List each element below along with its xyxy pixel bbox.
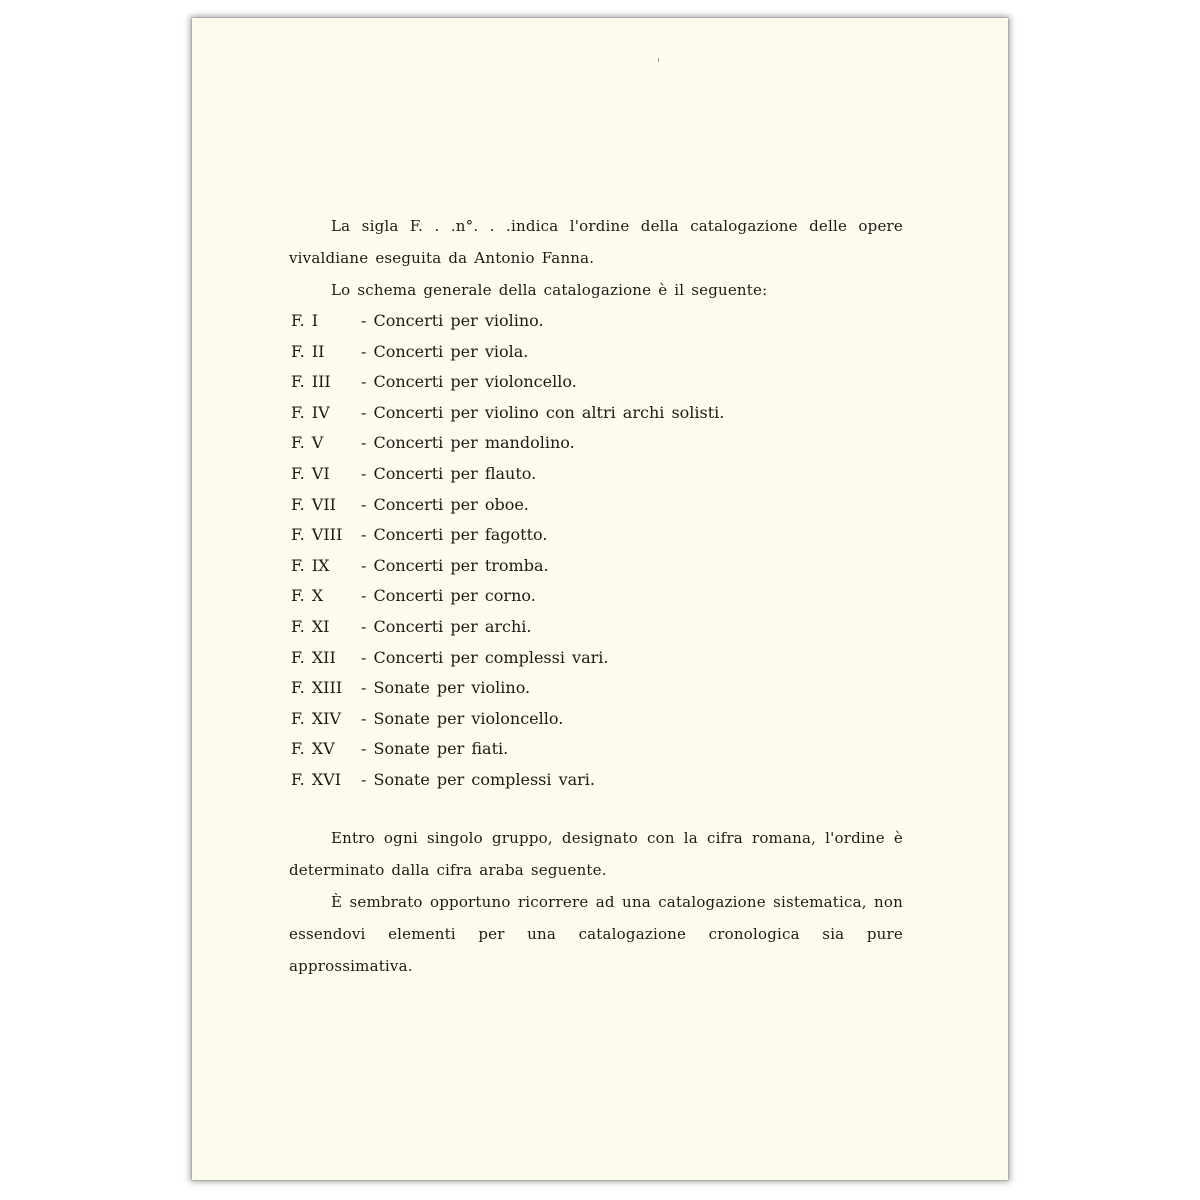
group-order-paragraph <box>289 822 903 886</box>
catalog-desc: - Sonate per violoncello. <box>361 708 564 728</box>
catalog-item <box>291 306 851 337</box>
catalog-item <box>291 490 851 521</box>
intro-paragraph <box>289 210 903 274</box>
schema-paragraph <box>289 274 903 306</box>
catalog-item <box>291 581 851 612</box>
catalog-code: F. XV <box>291 739 335 759</box>
rationale-paragraph <box>289 886 903 982</box>
catalog-code: F. VI <box>291 463 330 483</box>
catalog-item <box>291 704 851 735</box>
catalog-list <box>291 306 851 796</box>
catalog-code: F. III <box>291 372 331 392</box>
catalog-desc: - Sonate per violino. <box>361 678 531 698</box>
catalog-desc: - Concerti per violino. <box>361 311 544 330</box>
catalog-item <box>291 337 851 368</box>
catalog-item <box>291 459 851 490</box>
catalog-code: F. XI <box>291 616 330 636</box>
catalog-item <box>291 612 851 643</box>
catalog-code: F. XVI <box>291 769 342 789</box>
catalog-desc: - Concerti per oboe. <box>361 494 529 514</box>
catalog-item <box>291 551 851 582</box>
catalog-desc: - Sonate per complessi vari. <box>361 769 596 789</box>
group-order-text: Entro ogni singolo gruppo, designato con la cifra romana, l'ordine è determinato dalla cifra araba seguente. <box>289 829 903 879</box>
document-page <box>192 18 1008 1180</box>
catalog-item <box>291 520 851 551</box>
catalog-desc: - Concerti per corno. <box>361 586 536 606</box>
intro-text: La sigla F. . .n°. . .indica l'ordine della catalogazione delle opere vivaldiane eseguita da Antonio Fanna. <box>289 217 903 267</box>
catalog-item <box>291 734 851 765</box>
catalog-code: F. VIII <box>291 525 343 545</box>
catalog-item <box>291 367 851 398</box>
catalog-item <box>291 428 851 459</box>
catalog-item <box>291 765 851 796</box>
catalog-desc: - Concerti per tromba. <box>361 555 549 575</box>
catalog-desc: - Concerti per viola. <box>361 341 529 361</box>
catalog-desc: - Concerti per flauto. <box>361 463 537 483</box>
catalog-code: F. II <box>291 341 325 361</box>
catalog-code: F. VII <box>291 494 336 514</box>
catalog-desc: - Concerti per archi. <box>361 616 532 636</box>
catalog-code: F. IX <box>291 555 330 575</box>
catalog-code: F. V <box>291 433 324 453</box>
catalog-desc: - Concerti per violoncello. <box>361 372 577 392</box>
catalog-code: F. X <box>291 586 324 606</box>
rationale-text: È sembrato opportuno ricorrere ad una catalogazione sistematica, non essendovi elementi per una catalogazione cronologica sia pure approssimativa. <box>289 893 903 975</box>
catalog-code: F. IV <box>291 402 330 422</box>
catalog-desc: - Concerti per mandolino. <box>361 433 575 453</box>
catalog-code: F. XIV <box>291 708 342 728</box>
catalog-code: F. XIII <box>291 678 343 698</box>
paper-speck <box>658 58 659 62</box>
catalog-code: F. I <box>291 311 319 330</box>
catalog-desc: - Concerti per fagotto. <box>361 525 548 545</box>
catalog-item <box>291 398 851 429</box>
catalog-item <box>291 673 851 704</box>
schema-text: Lo schema generale della catalogazione è il seguente: <box>331 281 768 299</box>
catalog-item <box>291 643 851 674</box>
catalog-code: F. XII <box>291 647 336 667</box>
catalog-desc: - Concerti per complessi vari. <box>361 647 609 667</box>
catalog-desc: - Sonate per fiati. <box>361 739 509 759</box>
catalog-desc: - Concerti per violino con altri archi solisti. <box>361 402 725 422</box>
